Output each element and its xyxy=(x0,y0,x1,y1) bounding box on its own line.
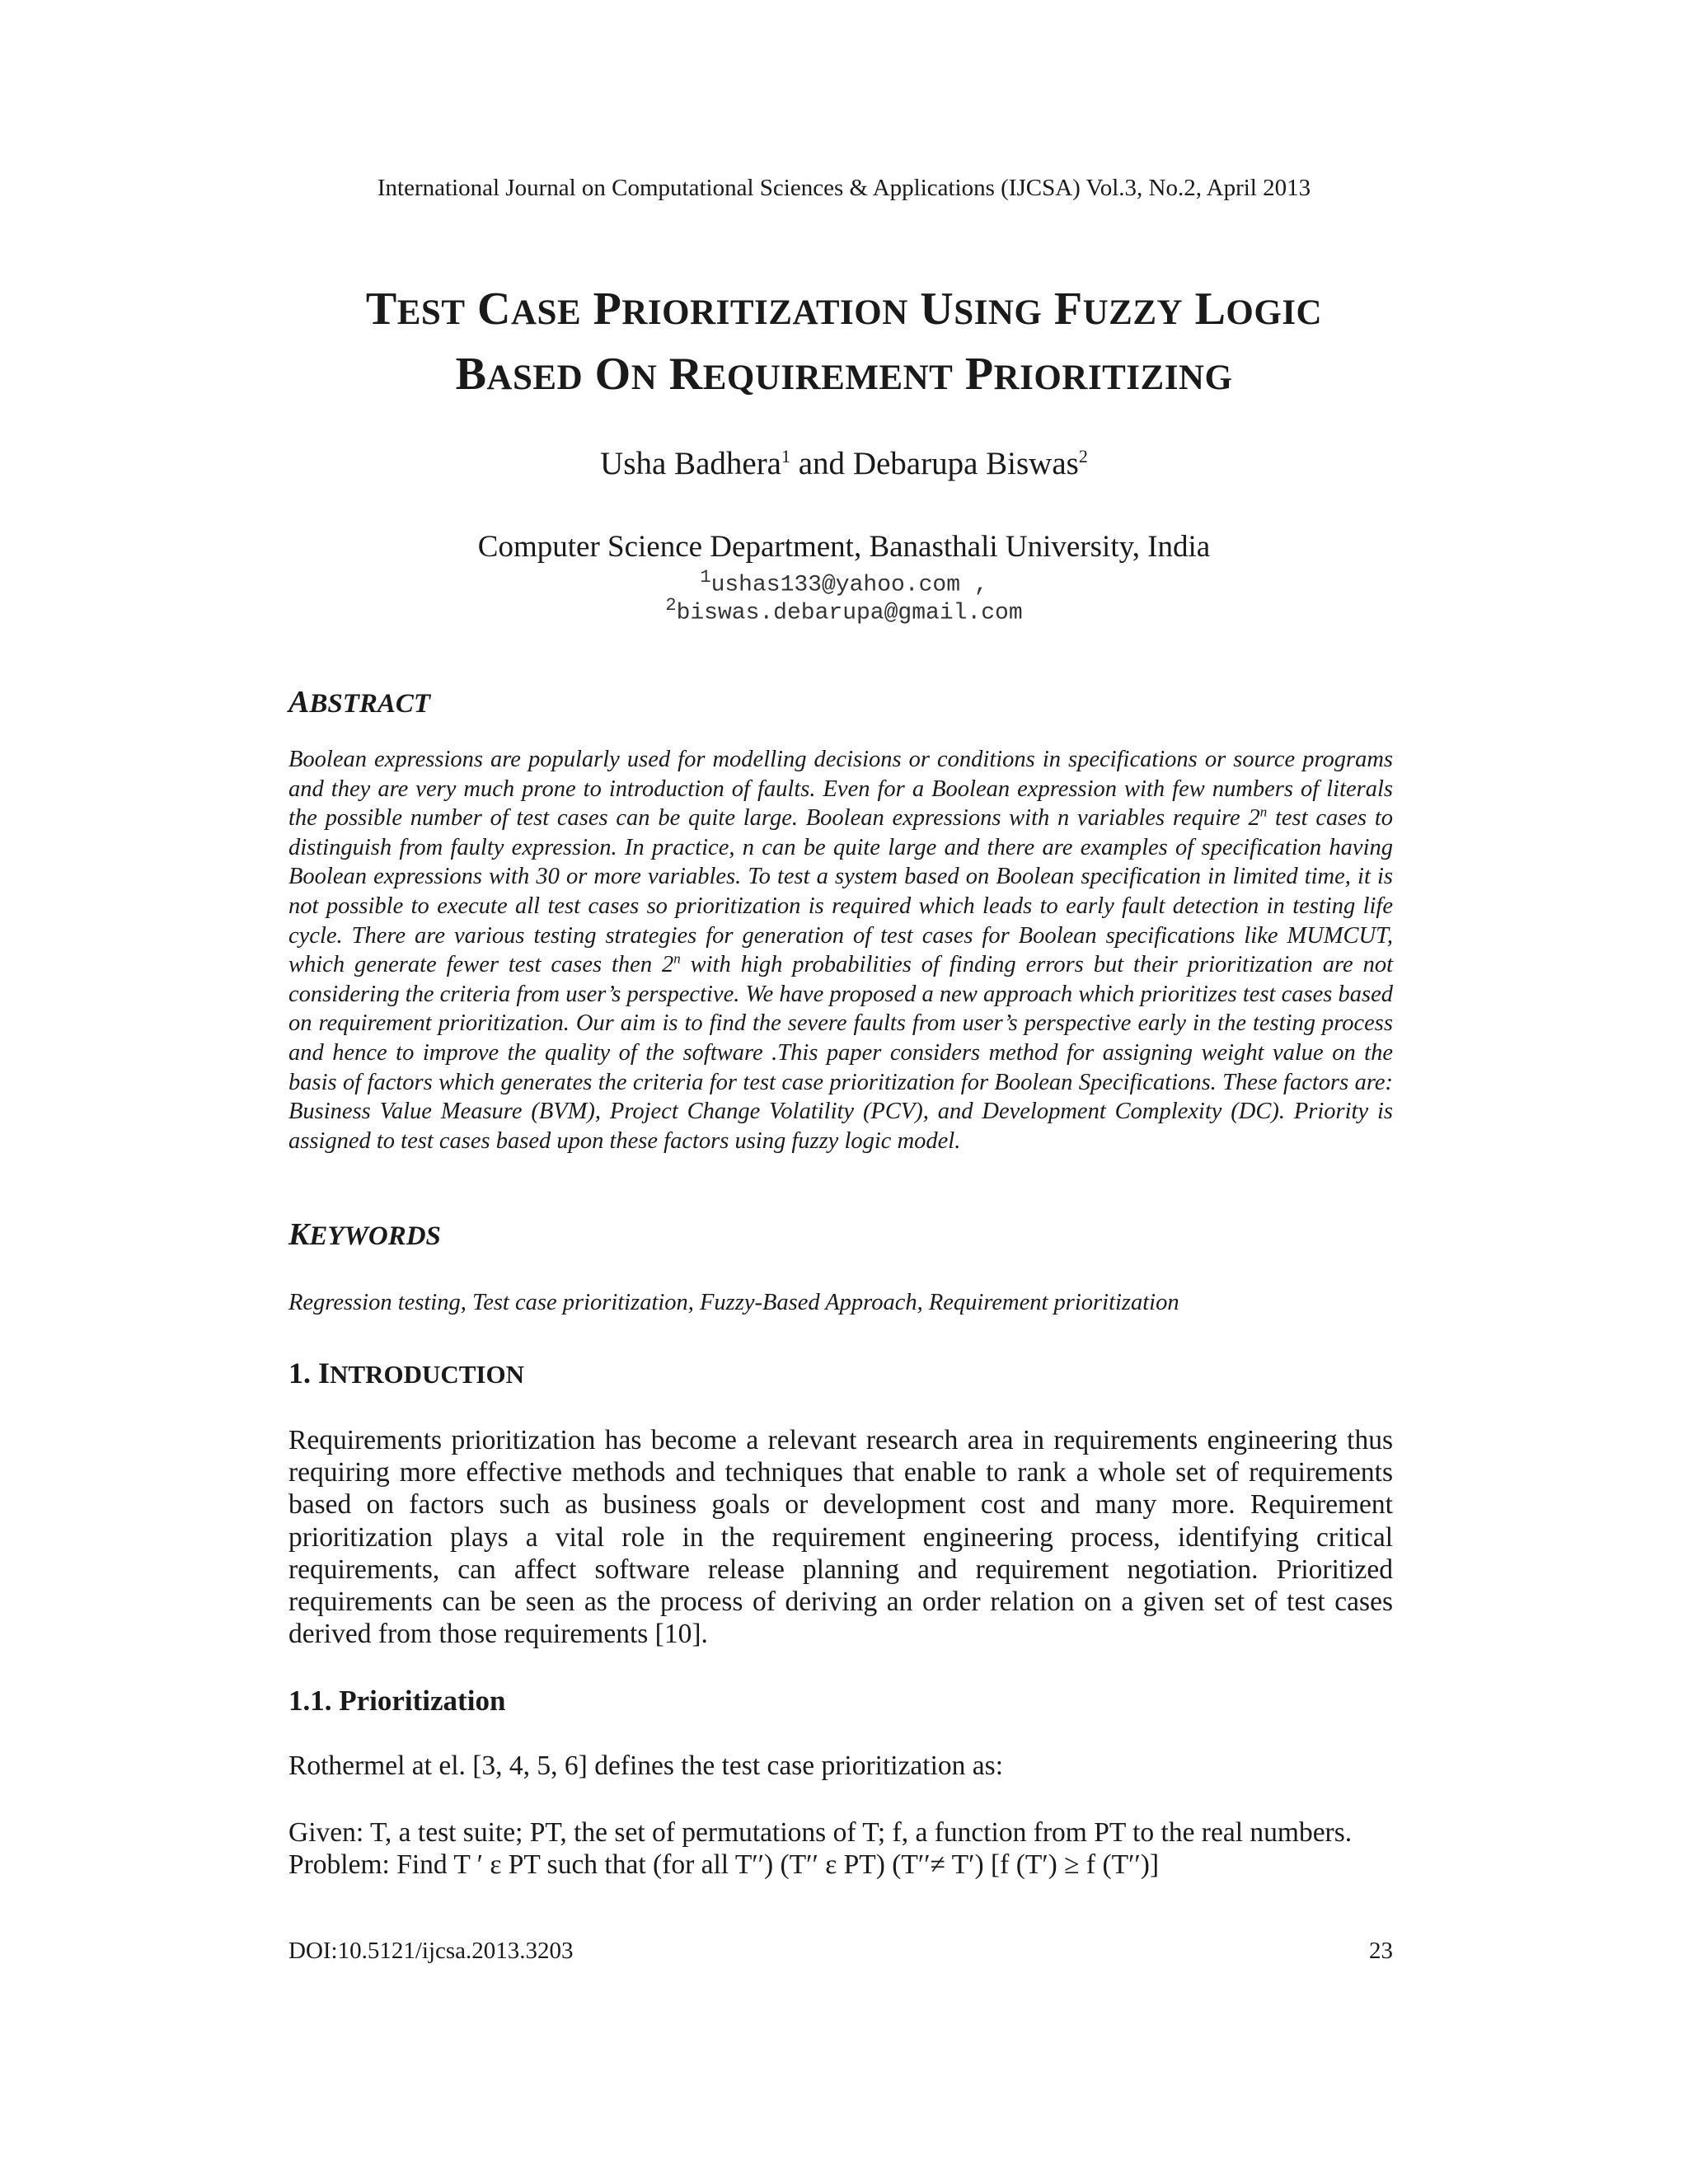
affiliation: Computer Science Department, Banasthali University, India xyxy=(477,530,1211,564)
section-heading-introduction: 1. INTRODUCTION xyxy=(288,1357,524,1390)
keywords-heading: KEYWORDS xyxy=(288,1217,441,1252)
title-line-1: TEST CASE PRIORITIZATION USING FUZZY LOGIC xyxy=(365,284,1323,335)
subsection-heading: 1.1. Prioritization xyxy=(288,1685,506,1717)
author-name: Debarupa Biswas xyxy=(852,446,1079,481)
introduction-paragraph: Requirements prioritization has become a relevant research area in requirements engineering thus requiring more effective methods and techniques that enable to rank a whole set of requirements based on factors such as business goals or development cost and many more. Requirement prioritization plays a vital role in the requirement engineering process, identifying critical requirements, can affect software release planning and requirement negotiation. Prioritized requirements can be seen as the process of deriving an order relation on a given set of test cases derived from those requirements [10]. xyxy=(288,1425,1393,1650)
running-header: International Journal on Computational Sciences & Applications (IJCSA) Vol.3, No.2, April 2013 xyxy=(377,175,1311,201)
doi: DOI:10.5121/ijcsa.2013.3203 xyxy=(288,1938,574,1964)
definition-block xyxy=(288,1816,1393,1881)
definition-given: Given: T, a test suite; PT, the set of permutations of T; f, a function from PT to the real numbers. xyxy=(288,1817,1353,1848)
page-number: 23 xyxy=(1369,1938,1393,1964)
author-email: $^1$ushas133@yahoo.com , xyxy=(700,567,988,598)
title-line-2: BASED ON REQUIREMENT PRIORITIZING xyxy=(455,349,1233,400)
abstract-heading: ABSTRACT xyxy=(288,685,431,719)
keywords-text: Regression testing, Test case prioritization, Fuzzy-Based Approach, Requirement prioritization xyxy=(288,1290,1179,1315)
abstract-text: Boolean expressions are popularly used for modelling decisions or conditions in specifications or source programs and they are very much prone to introduction of faults. Even for a Boolean expression with few numbers of literals the possible number of test cases can be quite large. Boolean expressions with n variables require 2$^n$ test cases to distinguish from faulty expression. In practice, n can be quite large and there are examples of specification having Boolean expressions with 30 or more variables. To test a system based on Boolean specification in limited time, it is not possible to execute all test cases so prioritization is required which leads to early fault detection in testing life cycle. There are various testing strategies for generation of test cases for Boolean specifications like MUMCUT, which generate fewer test cases then 2$^n$ with high probabilities of finding errors but their prioritization are not considering the criteria from user’s perspective. We have proposed a new approach which prioritizes test cases based on requirement prioritization. Our aim is to find the severe faults from user’s perspective early in the testing process and hence to improve the quality of the software .This paper considers method for assigning weight value on the basis of factors which generates the criteria for test case prioritization for Boolean Specifications. These factors are: Business Value Measure (BVM), Project Change Volatility (PCV), and Development Complexity (DC). Priority is assigned to test cases based upon these factors using fuzzy logic model. xyxy=(288,747,1393,1154)
author-name: Usha Badhera xyxy=(600,446,781,481)
prioritization-paragraph: Rothermel at el. [3, 4, 5, 6] defines the test case prioritization as: xyxy=(288,1750,1004,1781)
paper-title xyxy=(0,279,1688,409)
author-line: Usha Badhera$^1$ and Debarupa Biswas$^2$ xyxy=(600,446,1088,481)
definition-problem: Problem: Find T ′ ε PT such that (for all T′′) (T′′ ε PT) (T′′≠ T′) [f (T′) ≥ f (T′′)] xyxy=(288,1849,1160,1880)
author-email: $^2$biswas.debarupa@gmail.com xyxy=(665,595,1023,626)
